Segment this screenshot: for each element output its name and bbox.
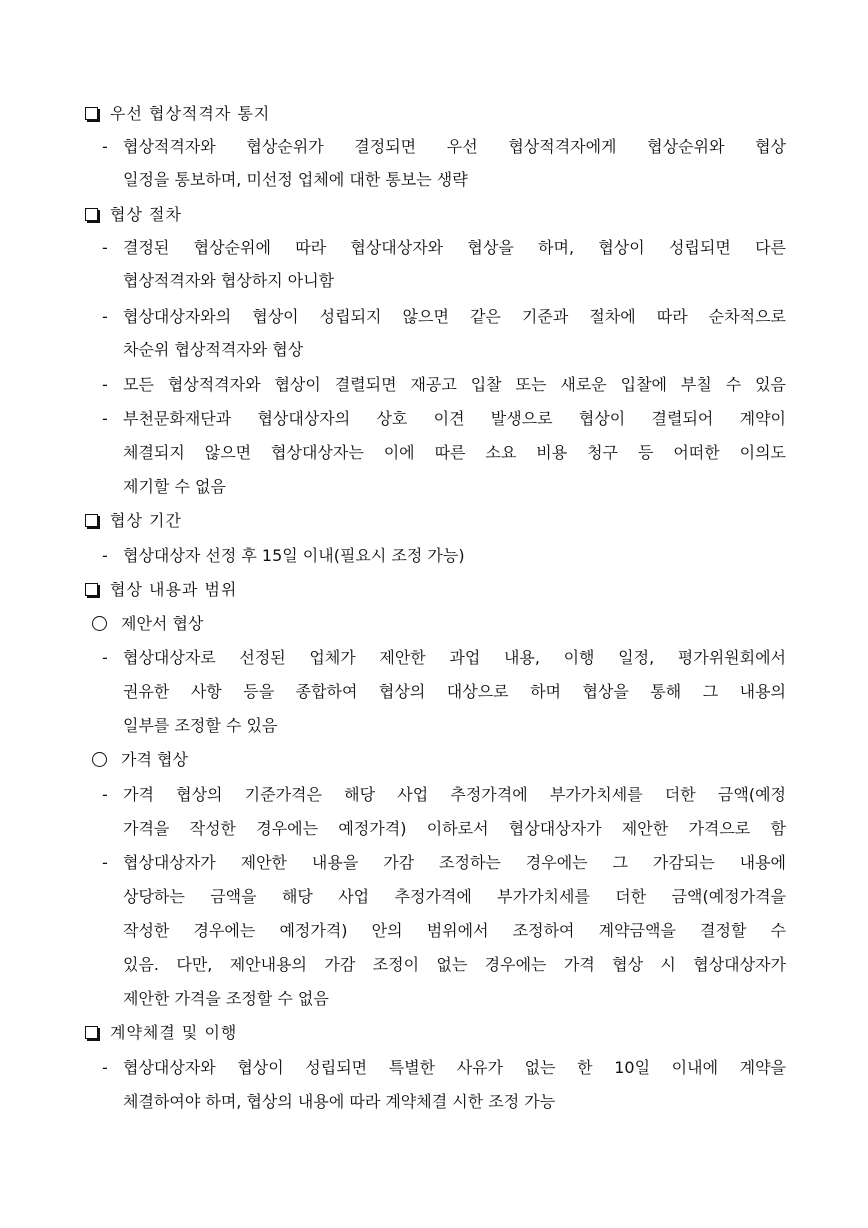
checkbox-square-icon [85,514,98,527]
dash-bullet: - [102,238,108,257]
circle-bullet-icon [92,752,107,767]
checkbox-square-icon [85,208,98,221]
item-line: 가격을 작성한 경우에는 예정가격) 이하로서 협상대상자가 제안한 가격으로 함 [123,819,786,838]
item-line: 작성한 경우에는 예정가격) 안의 범위에서 조정하여 계약금액을 결정할 수 [123,921,786,940]
item-line: 협상대상자가 제안한 내용을 가감 조정하는 경우에는 그 가감되는 내용에 [123,853,786,872]
subsection-heading: 가격 협상 [92,743,188,777]
item-line: 모든 협상적격자와 협상이 결렬되면 재공고 입찰 또는 새로운 입찰에 부칠 수 있음 [123,375,786,394]
section-heading: 협상 내용과 범위 [84,573,237,607]
checkbox-square-icon [85,583,98,596]
item-line: 있음. 다만, 제안내용의 가감 조정이 없는 경우에는 가격 협상 시 협상대상자가 [123,955,786,974]
section-heading: 협상 절차 [84,198,182,232]
section-heading: 계약체결 및 이행 [84,1016,237,1050]
checkbox-square-icon [85,107,98,120]
item-line: 협상적격자와 협상하지 아니함 [123,271,335,290]
item-line: 결정된 협상순위에 따라 협상대상자와 협상을 하며, 협상이 성립되면 다른 [123,238,786,257]
item-line: 부천문화재단과 협상대상자의 상호 이견 발생으로 협상이 결렬되어 계약이 [123,409,786,428]
section-heading: 우선 협상적격자 통지 [84,97,270,131]
dash-bullet: - [102,307,108,326]
section-heading: 협상 기간 [84,504,182,538]
dash-bullet: - [102,137,108,156]
dash-bullet: - [102,648,108,667]
dash-bullet: - [102,375,108,394]
item-line: 협상적격자와 협상순위가 결정되면 우선 협상적격자에게 협상순위와 협상 [123,137,786,156]
item-line: 상당하는 금액을 해당 사업 추정가격에 부가가치세를 더한 금액(예정가격을 [123,887,786,906]
circle-bullet-icon [92,616,107,631]
item-line: 제안한 가격을 조정할 수 없음 [123,989,329,1008]
item-line: 체결하여야 하며, 협상의 내용에 따라 계약체결 시한 조정 가능 [123,1092,556,1111]
dash-bullet: - [102,1058,108,1077]
dash-bullet: - [102,409,108,428]
item-line: 권유한 사항 등을 종합하여 협상의 대상으로 하며 협상을 통해 그 내용의 [123,682,786,701]
dash-bullet: - [102,546,108,565]
item-line: 협상대상자로 선정된 업체가 제안한 과업 내용, 이행 일정, 평가위원회에서 [123,648,786,667]
item-line: 체결되지 않으면 협상대상자는 이에 따른 소요 비용 청구 등 어떠한 이의도 [123,443,786,462]
item-line: 일정을 통보하며, 미선정 업체에 대한 통보는 생략 [123,170,468,189]
item-line: 협상대상자와 협상이 성립되면 특별한 사유가 없는 한 10일 이내에 계약을 [123,1058,786,1077]
checkbox-square-icon [85,1026,98,1039]
item-line: 협상대상자 선정 후 15일 이내(필요시 조정 가능) [123,546,465,565]
subsection-heading: 제안서 협상 [92,607,203,641]
item-line: 제기할 수 없음 [123,477,226,496]
item-line: 차순위 협상적격자와 협상 [123,340,304,359]
item-line: 협상대상자와의 협상이 성립되지 않으면 같은 기준과 절차에 따라 순차적으로 [123,307,786,326]
item-line: 일부를 조정할 수 있음 [123,716,278,735]
dash-bullet: - [102,785,108,804]
item-line: 가격 협상의 기준가격은 해당 사업 추정가격에 부가가치세를 더한 금액(예정 [123,785,786,804]
dash-bullet: - [102,853,108,872]
